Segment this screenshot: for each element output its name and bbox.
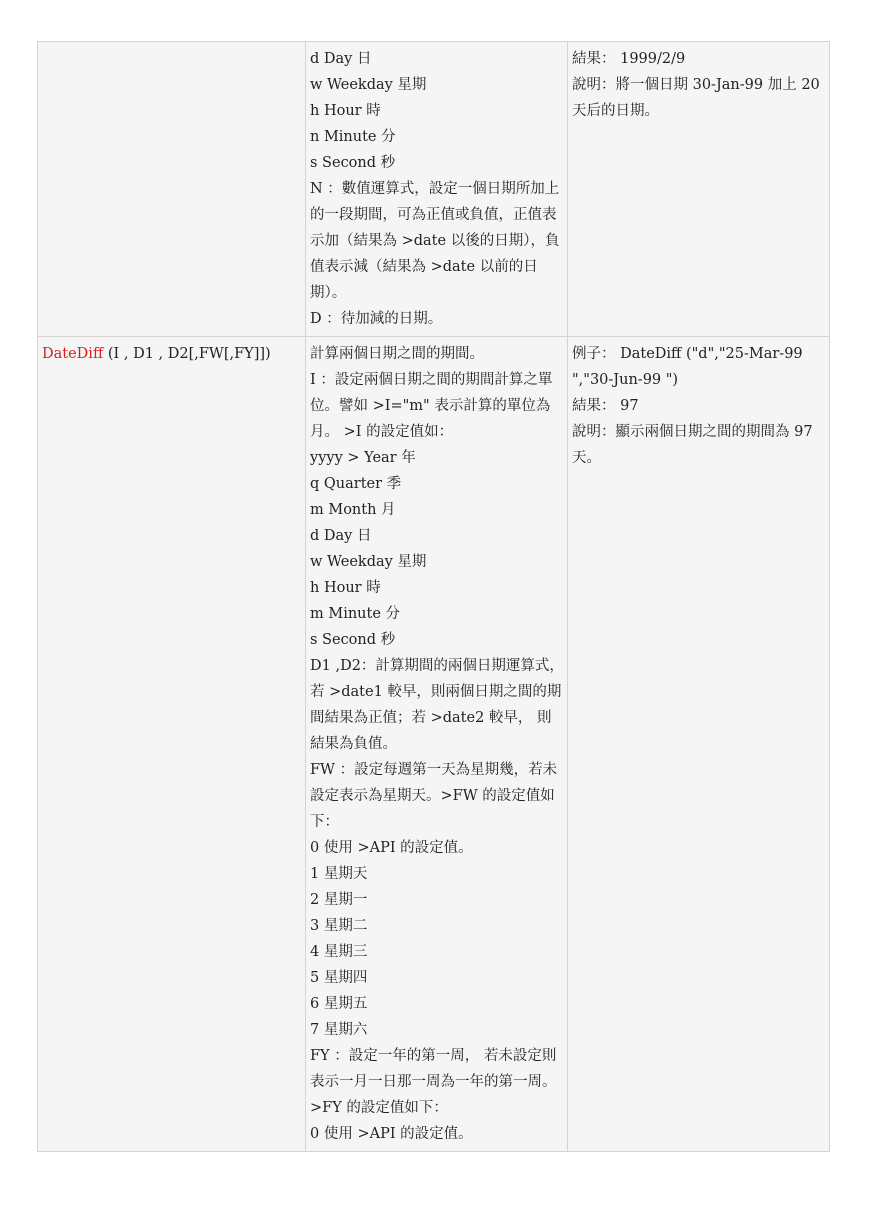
param-line: yyyy > Year 年 <box>310 450 416 466</box>
table-row-datediff <box>38 337 830 1152</box>
example-line: 說明：顯示兩個日期之間的期間為 97 天。 <box>572 424 813 466</box>
param-line: 3 星期二 <box>310 918 368 934</box>
param-line: 計算兩個日期之間的期間。 <box>310 346 484 362</box>
param-line: d Day 日 <box>310 528 372 544</box>
param-line: 2 星期一 <box>310 892 368 908</box>
example-line: 說明：將一個日期 30-Jan-99 加上 20 天后的日期。 <box>572 77 820 119</box>
example-cell <box>568 42 830 337</box>
param-line: n Minute 分 <box>310 129 396 145</box>
param-line: FY ：設定一年的第一周， 若未設定則表示一月一日那一周為一年的第一周。 >FY 的設定值如下： <box>310 1048 557 1116</box>
param-line: m Month 月 <box>310 502 396 518</box>
param-line: m Minute 分 <box>310 606 401 622</box>
param-line: d Day 日 <box>310 51 372 67</box>
param-line: s Second 秒 <box>310 155 396 171</box>
example-line: 結果： 97 <box>572 398 639 414</box>
param-line: w Weekday 星期 <box>310 554 427 570</box>
example-line: 例子： DateDiff ("d","25-Mar-99 ","30-Jun-99 ") <box>572 346 803 388</box>
param-line: w Weekday 星期 <box>310 77 427 93</box>
example-cell <box>568 337 830 1152</box>
function-signature: (I , D1 , D2[,FW[,FY]]) <box>103 346 271 362</box>
param-line: 5 星期四 <box>310 970 368 986</box>
param-line: q Quarter 季 <box>310 476 402 492</box>
example-line: 結果： 1999/2/9 <box>572 51 686 67</box>
param-line: 0 使用 >API 的設定值。 <box>310 840 473 856</box>
function-reference-table <box>37 41 830 1152</box>
table-row-dateadd-continued <box>38 42 830 337</box>
param-line: I ：設定兩個日期之間的期間計算之單位。譬如 >I="m" 表示計算的單位為月。 >I 的設定值如： <box>310 372 553 440</box>
function-name: DateDiff <box>42 346 104 362</box>
param-line: D ：待加減的日期。 <box>310 311 443 327</box>
function-name-cell <box>38 42 306 337</box>
function-name-cell <box>38 337 306 1152</box>
param-line: s Second 秒 <box>310 632 396 648</box>
param-line: 0 使用 >API 的設定值。 <box>310 1126 473 1142</box>
param-line: 7 星期六 <box>310 1022 368 1038</box>
param-line: N ：數值運算式，設定一個日期所加上的一段期間，可為正值或負值，正值表示加（結果為 >date 以後的日期），負值表示減（結果為 >date 以前的日期）。 <box>310 181 560 301</box>
param-line: D1 ,D2：計算期間的兩個日期運算式，若 >date1 較早，則兩個日期之間的期間結果為正值；若 >date2 較早， 則結果為負值。 <box>310 658 564 752</box>
parameter-description-cell <box>306 42 568 337</box>
param-line: 4 星期三 <box>310 944 368 960</box>
parameter-description-cell <box>306 337 568 1152</box>
param-line: 1 星期天 <box>310 866 368 882</box>
param-line: h Hour 時 <box>310 580 381 596</box>
param-line: h Hour 時 <box>310 103 381 119</box>
param-line: FW ：設定每週第一天為星期幾，若未設定表示為星期天。>FW 的設定值如下： <box>310 762 558 830</box>
param-line: 6 星期五 <box>310 996 368 1012</box>
